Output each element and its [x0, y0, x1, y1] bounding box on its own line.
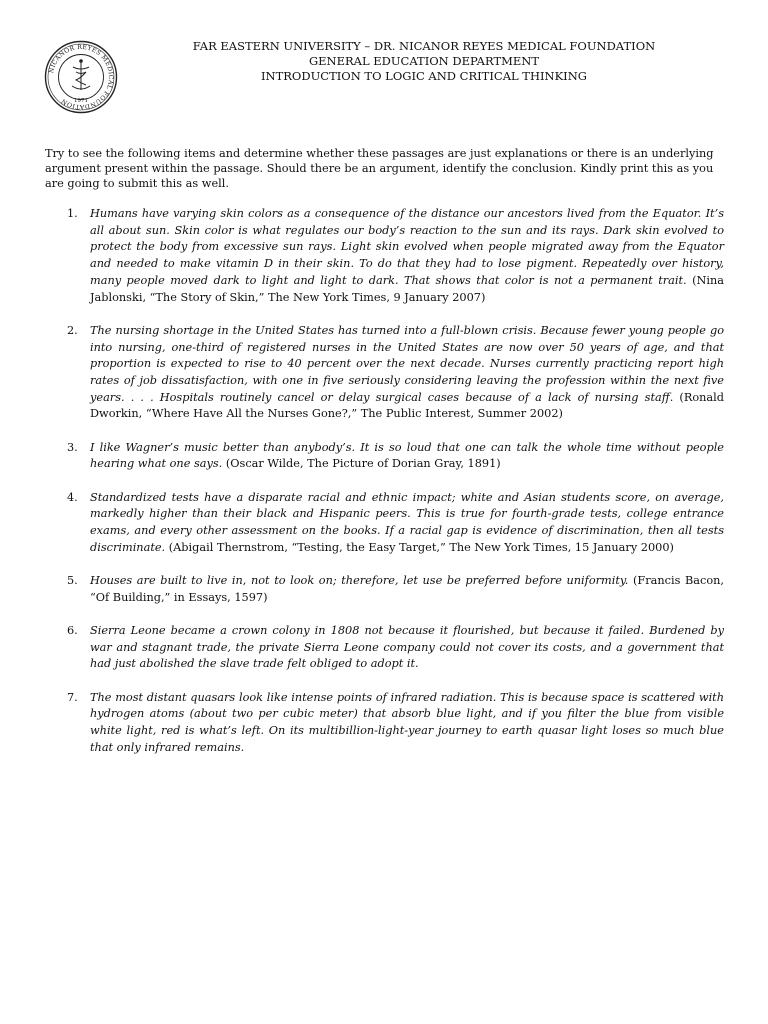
item-passage: Sierra Leone became a crown colony in 1808 not because it flourished, but because it failed. Burdened by war and stagnant trade, the private Sierra Leone company could not cover its costs, and a government that had just abolished the slave trade felt obliged to adopt it.	[90, 624, 724, 671]
item-source: (Oscar Wilde, The Picture of Dorian Gray, 1891)	[225, 457, 501, 471]
item-passage: The most distant quasars look like intense points of infrared radiation. This is because space is scattered with hydrogen atoms (about two per cubic meter) that absorb blue light, and if you filter the blue from visible white light, red is what’s left. On its multibillion-light-year journey to earth quasar light loses so much blue that only infrared remains.	[90, 690, 724, 754]
item-number: 5.	[67, 574, 78, 588]
item-source: (Ronald Dworkin, “Where Have All the Nurses Gone?,” The Public Interest, Summer 2002)	[90, 390, 724, 421]
list-item	[45, 623, 724, 673]
list-item	[45, 206, 724, 306]
header-course: INTRODUCTION TO LOGIC AND CRITICAL THINKING	[261, 69, 587, 83]
list-item	[45, 323, 724, 423]
instructions-paragraph: Try to see the following items and determine whether these passages are just explanations or there is an underlying argument present within the passage. Should there be an argument, identify the conclusion. Kindly print this as you are going to submit this as well.	[45, 147, 714, 191]
item-source: (Abigail Thernstrom, “Testing, the Easy Target,” The New York Times, 15 January 2000)	[168, 540, 674, 554]
item-number: 1.	[67, 207, 78, 220]
item-passage: Standardized tests have a disparate racial and ethnic impact; white and Asian students score, on average, markedly higher than their black and Hispanic peers. This is true for fourth-grade tests, college entrance exams, and every other assessment on the books. If a racial gap is evidence of discrimination, then all tests discriminate.	[90, 490, 724, 554]
item-passage: I like Wagner’s music better than anybody’s. It is so loud that one can talk the whole time without people hearing what one says.	[90, 440, 724, 471]
list-item	[45, 690, 724, 757]
item-number: 6.	[67, 624, 78, 638]
seal-year: 1971	[74, 98, 88, 104]
item-number: 2.	[67, 323, 78, 337]
item-passage: The nursing shortage in the United States has turned into a full-blown crisis. Because fewer young people go into nursing, one-third of registered nurses in the United States are now over 50 years of age, and that proportion is expected to rise to 40 percent over the next decade. Nurses currently practicing report high rates of job dissatisfaction, with one in five seriously considering leaving the profession within the next five years. . . . Hospitals routinely cancel or delay surgical cases because of a lack of nursing staff.	[90, 323, 724, 404]
item-passage: Humans have varying skin colors as a consequence of the distance our ancestors lived from the Equator. It’s all about sun. Skin color is what regulates our body’s reaction to the sun and its rays. Dark skin evolved to protect the body from excessive sun rays. Light skin evolved when people migrated away from the Equator and needed to make vitamin D in their skin. To do that they had to lose pigment. Repeatedly over history, many people moved dark to light and light to dark. That shows that color is not a permanent trait.	[90, 207, 724, 287]
list-item	[45, 440, 724, 473]
list-item	[45, 573, 724, 606]
item-source: (Nina Jablonski, “The Story of Skin,” The New York Times, 9 January 2007)	[90, 273, 724, 304]
item-source: (Francis Bacon, “Of Building,” in Essays, 1597)	[90, 574, 725, 604]
list-item	[45, 490, 724, 557]
university-seal-logo	[44, 40, 118, 114]
header-department: GENERAL EDUCATION DEPARTMENT	[308, 54, 540, 68]
item-number: 7.	[67, 690, 78, 704]
item-passage: Houses are built to live in, not to look on; therefore, let use be preferred before uniformity.	[90, 574, 629, 588]
item-number: 3.	[67, 440, 78, 454]
seal-ring-text: NICANOR REYES MEDICAL FOUNDATION	[48, 43, 115, 111]
passage-list	[45, 206, 724, 773]
item-number: 4.	[67, 490, 78, 504]
document-header	[120, 39, 728, 84]
header-institution: FAR EASTERN UNIVERSITY – DR. NICANOR REYES MEDICAL FOUNDATION	[192, 39, 656, 53]
